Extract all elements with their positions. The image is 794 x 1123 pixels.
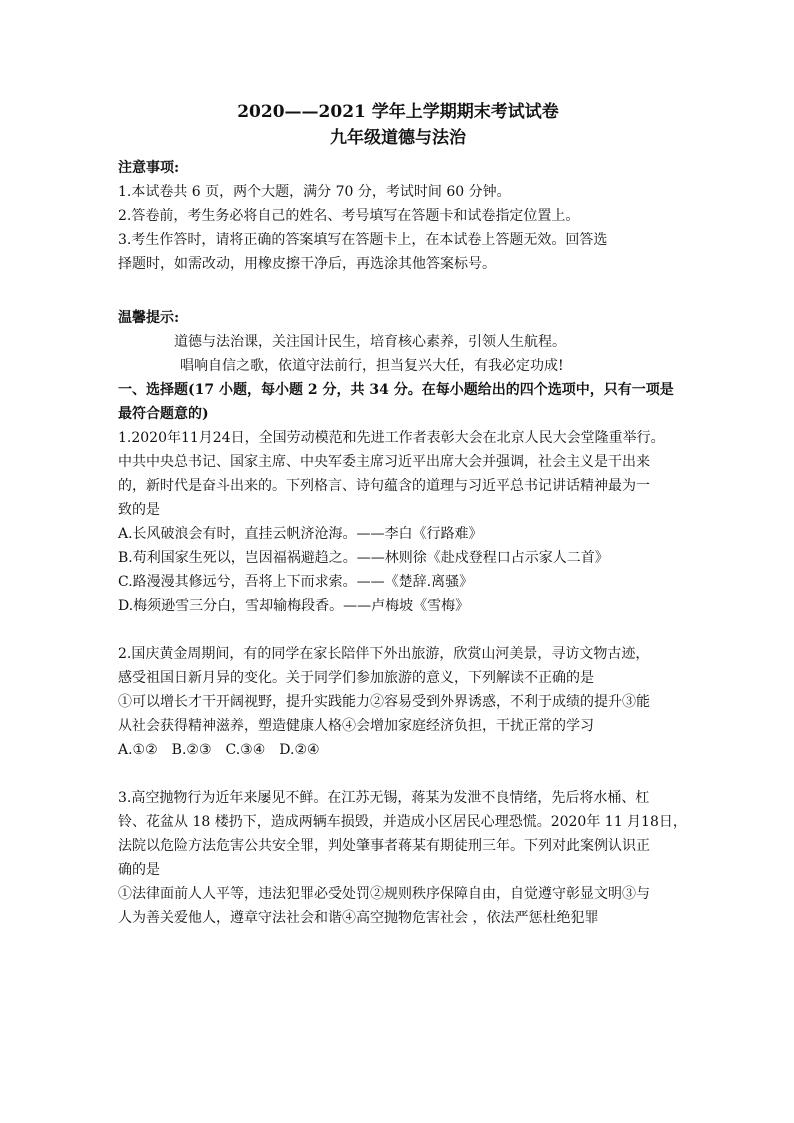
- q1-option-a: A.长风破浪会有时，直挂云帆济沧海。——李白《行路难》: [118, 526, 483, 542]
- exam-page: [118, 100, 687, 930]
- spacer: [118, 276, 678, 306]
- q3-stem-line-6: 人为善关爱他人，遵章守法社会和谐④高空抛物危害社会 ，依法严惩杜绝犯罪: [118, 910, 599, 926]
- section-1: [118, 378, 678, 426]
- q3-stem-line-4: 确的是: [118, 862, 160, 878]
- q2-option-c: C.③④: [225, 742, 266, 758]
- q2-options: [118, 738, 678, 762]
- q1-stem-line-4: 致的是: [118, 502, 160, 518]
- tips-line-1: 道德与法治课，关注国计民生，培育核心素养，引领人生航程。: [174, 334, 566, 350]
- q2-stem-line-4: 从社会获得精神滋养，塑造健康人格④会增加家庭经济负担，干扰正常的学习: [118, 718, 594, 734]
- q1-stem-line-1: 1.2020年11月24日，全国劳动模范和先进工作者表彰大会在北京人民大会堂隆重举行。: [118, 430, 665, 446]
- q2-stem-line-1: 2.国庆黄金周期间，有的同学在家长陪伴下外出旅游，欣赏山河美景，寻访文物古迹，: [118, 646, 650, 662]
- q1-stem-line-2: 中共中央总书记、国家主席、中央军委主席习近平出席大会并强调，社会主义是干出来: [118, 454, 650, 470]
- q1-option-b: B.苟利国家生死以，岂因福祸避趋之。——林则徐《赴戍登程口占示家人二首》: [118, 550, 609, 566]
- notice-heading: 注意事项:: [118, 160, 180, 176]
- q2-option-b: B.②③: [171, 742, 212, 758]
- q3-stem-line-5: ①法律面前人人平等，违法犯罪必受处罚②规则秩序保障自由，自觉遵守彰显文明③与: [118, 886, 650, 902]
- question-3: [118, 786, 687, 930]
- q3-stem-line-3: 法院以危险方法危害公共安全罪，判处肇事者蒋某有期徒刑三年。下列对此案例认识正: [118, 838, 650, 854]
- q1-option-d: D.梅须逊雪三分白，雪却输梅段香。——卢梅坡《雪梅》: [118, 598, 470, 614]
- q2-option-a: A.①②: [118, 742, 158, 758]
- q3-stem-line-2: 铃、花盆从 18 楼扔下，造成两辆车损毁，并造成小区居民心理恐慌。2020年 11 月18日，: [118, 814, 687, 830]
- tips-line-2: 唱响自信之歌，依道守法前行，担当复兴大任，有我必定功成!: [180, 358, 564, 374]
- q2-stem-line-2: 感受祖国日新月异的变化。关于同学们参加旅游的意义，下列解读不正确的是: [118, 670, 594, 686]
- notice-item-1: 1.本试卷共 6 页，两个大题，满分 70 分，考试时间 60 分钟。: [118, 184, 511, 200]
- question-2: [118, 642, 678, 762]
- notice-item-3: 3.考生作答时，请将正确的答案填写在答题卡上，在本试卷上答题无效。回答选: [118, 232, 608, 248]
- exam-subtitle: 九年级道德与法治: [330, 128, 466, 148]
- notice-section: [118, 156, 678, 276]
- q3-stem-line-1: 3.高空抛物行为近年来屡见不鲜。在江苏无锡，蒋某为发泄不良情绪，先后将水桶、杠: [118, 790, 650, 806]
- question-1: [118, 426, 678, 618]
- tips-section: [118, 306, 678, 378]
- q1-option-c: C.路漫漫其修远兮，吾将上下而求索。——《楚辞.离骚》: [118, 574, 474, 590]
- notice-item-2: 2.答卷前，考生务必将自己的姓名、考号填写在答题卡和试卷指定位置上。: [118, 208, 580, 224]
- spacer: [118, 762, 678, 786]
- section-1-heading: 一、选择题(17 小题，每小题 2 分，共 34 分。在每小题给出的四个选项中，只有一项是: [118, 382, 674, 398]
- q1-stem-line-3: 的，新时代是奋斗出来的。下列格言、诗句蕴含的道理与习近平总书记讲话精神最为一: [118, 478, 650, 494]
- q2-stem-line-3: ①可以增长才干开阔视野，提升实践能力②容易受到外界诱惑，不利于成绩的提升③能: [118, 694, 650, 710]
- q2-option-d: D.②④: [279, 742, 320, 758]
- notice-item-3-cont: 择题时，如需改动，用橡皮擦干净后，再选涂其他答案标号。: [118, 256, 496, 272]
- spacer: [118, 618, 678, 642]
- tips-heading: 温馨提示:: [118, 310, 180, 326]
- exam-title: 2020——2021 学年上学期期末考试试卷: [237, 102, 559, 122]
- section-1-heading-cont: 最符合题意的): [118, 406, 209, 422]
